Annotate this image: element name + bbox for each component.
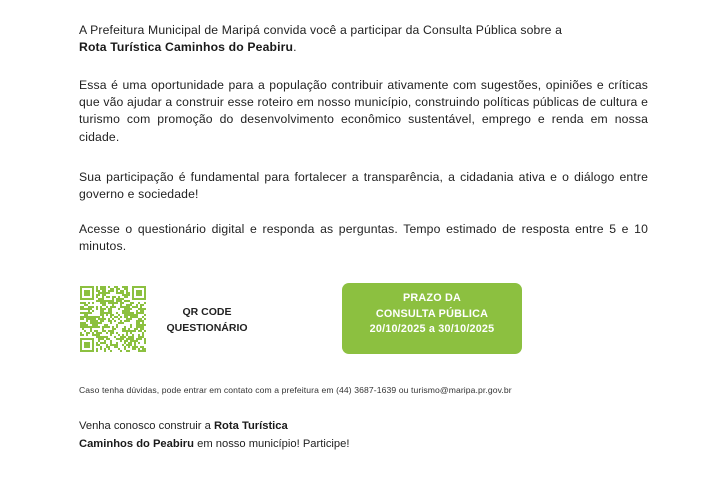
call-to-action <box>79 418 479 453</box>
cta-route-part1: Rota Turística <box>213 420 288 432</box>
qr-label <box>158 304 256 336</box>
deadline-badge <box>342 283 522 354</box>
questionnaire-paragraph: Acesse o questionário digital e responda as perguntas. Tempo estimado de resposta entre 5 e 10 minutos. <box>79 222 648 254</box>
contact-info: Caso tenha dúvidas, pode entrar em contato com a prefeitura em (44) 3687-1639 ou turismo@maripa.pr.gov.br <box>79 385 512 395</box>
cta-prefix: Venha conosco construir a <box>79 420 214 432</box>
route-name: Rota Turística Caminhos do Peabiru <box>79 40 294 55</box>
intro-paragraph <box>79 22 562 56</box>
intro-text: A Prefeitura Municipal de Maripá convida você a participar da Consulta Pública sobre a <box>79 23 563 37</box>
cta-route-part2: Caminhos do Peabiru <box>79 437 194 450</box>
deadline-dates: 20/10/2025 a 30/10/2025 <box>369 323 495 335</box>
qr-label-line1: QR CODE <box>182 306 232 318</box>
deadline-line1: PRAZO DA <box>403 292 461 304</box>
opportunity-paragraph: Essa é uma oportunidade para a população contribuir ativamente com sugestões, opiniões e críticas que vão ajudar a construir esse roteiro em nosso município, construindo políticas públicas de cultura e turismo com promoção do desenvolvimento econômico sustentável, emprego e renda em nossa cidade. <box>79 78 648 144</box>
participation-paragraph: Sua participação é fundamental para fortalecer a transparência, a cidadania ativa e o diálogo entre governo e sociedade! <box>79 170 648 202</box>
intro-end: . <box>293 40 297 55</box>
qr-label-line2: QUESTIONÁRIO <box>166 322 248 334</box>
deadline-line2: CONSULTA PÚBLICA <box>375 307 489 320</box>
qr-code-icon[interactable] <box>80 286 146 352</box>
cta-suffix: em nosso município! Participe! <box>194 437 350 450</box>
